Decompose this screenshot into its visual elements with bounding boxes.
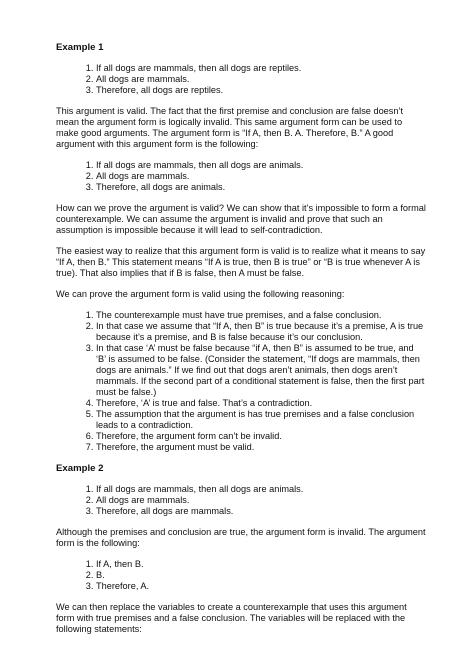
paragraph: We can prove the argument form is valid using the following reasoning: [56, 289, 345, 299]
list-item: 3. In that case ‘A’ must be false because “if A, then B” is assumed to be true, and ‘B’ is assumed to be false. (Consider the statement, “If dogs are mammals, then dogs are animals.” If we find out that dogs aren’t animals, then dogs aren’t mammals. If the second part of a conditional statement is false, then the first part must be false.) [96, 343, 426, 398]
example-2-form-list [56, 559, 426, 592]
document-content [56, 42, 426, 645]
list-item: 3. Therefore, all dogs are animals. [96, 182, 426, 193]
list-item: 2. All dogs are mammals. [96, 74, 426, 85]
list-item: 1. The counterexample must have true premises, and a false conclusion. [96, 310, 426, 321]
list-item: 2. B. [96, 570, 426, 581]
list-item: 1. If all dogs are mammals, then all dogs are animals. [96, 160, 426, 171]
paragraph: How can we prove the argument is valid? We can show that it’s impossible to form a formal counterexample. We can assume the argument is invalid and prove that such an assumption is impossible because it will lead to self-contradiction. [56, 203, 426, 235]
list-item: 2. All dogs are mammals. [96, 171, 426, 182]
paragraph: We can then replace the variables to create a counterexample that uses this argument form with true premises and a false conclusion. The variables will be replaced with the following statements: [56, 602, 407, 634]
list-item: 1. If all dogs are mammals, then all dogs are reptiles. [96, 63, 426, 74]
example-1-heading: Example 1 [56, 42, 104, 53]
list-item: 3. Therefore, all dogs are mammals. [96, 506, 426, 517]
list-item: 1. If all dogs are mammals, then all dogs are animals. [96, 484, 426, 495]
example-1-argument-list [56, 63, 426, 96]
list-item: 7. Therefore, the argument must be valid. [96, 442, 426, 453]
list-item: 3. Therefore, all dogs are reptiles. [96, 85, 426, 96]
list-item: 2. In that case we assume that “If A, then B” is true because it’s a premise, A is true because it’s a premise, and B is false because it’s our conclusion. [96, 321, 426, 343]
example-1-good-argument-list [56, 160, 426, 193]
example-2-argument-list [56, 484, 426, 517]
list-item: 1. If A, then B. [96, 559, 426, 570]
paragraph: Although the premises and conclusion are true, the argument form is invalid. The argument form is the following: [56, 527, 426, 548]
paragraph: This argument is valid. The fact that the first premise and conclusion are false doesn’t mean the argument form is logically invalid. This same argument form can be used to make good arguments. The argument form is “If A, then B. A. Therefore, B.” A good argument with this argument form is the following: [56, 106, 404, 149]
list-item: 4. Therefore, ‘A’ is true and false. That’s a contradiction. [96, 398, 426, 409]
example-2-heading: Example 2 [56, 463, 104, 474]
list-item: 5. The assumption that the argument is has true premises and a false conclusion leads to a contradiction. [96, 409, 426, 431]
paragraph: The easiest way to realize that this argument form is valid is to realize what it means to say “If A, then B.” This statement means “If A is true, then B is true” or “B is true whenever A is true). That also implies that if B is false, then A must be false. [56, 246, 426, 278]
list-item: 6. Therefore, the argument form can’t be invalid. [96, 431, 426, 442]
list-item: 2. All dogs are mammals. [96, 495, 426, 506]
list-item: 3. Therefore, A. [96, 581, 426, 592]
proof-steps-list [56, 310, 426, 453]
